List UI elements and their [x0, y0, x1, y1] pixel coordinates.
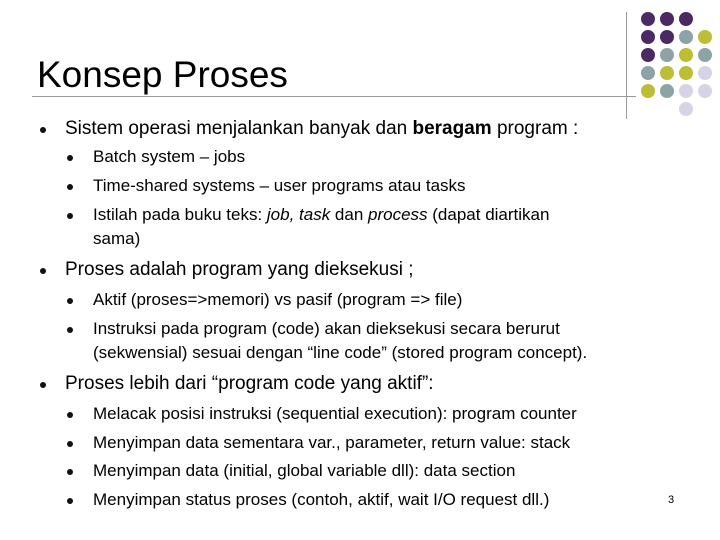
decor-dot: [679, 30, 693, 44]
decor-dot: [679, 66, 693, 80]
sub-bullet-2-2: Instruksi pada program (code) akan dieksekusi secara berurut: [93, 319, 560, 338]
sub-bullet-3-3: Menyimpan data (initial, global variable dll): data section: [93, 461, 516, 480]
sub-bullet-3-4: Menyimpan status proses (contoh, aktif, wait I/O request dll.): [93, 490, 550, 509]
decor-dot: [641, 66, 655, 80]
decor-dot: [679, 84, 693, 98]
sub-bullet-dot: [67, 412, 73, 418]
decor-dot: [641, 12, 655, 26]
decor-dot: [660, 30, 674, 44]
decor-dot: [641, 48, 655, 62]
decor-dot: [660, 48, 674, 62]
bullet-dot: [40, 127, 46, 133]
decor-dot: [698, 30, 712, 44]
decor-dot: [641, 84, 655, 98]
sub-bullet-2-1: Aktif (proses=>memori) vs pasif (program => file): [93, 290, 463, 309]
decor-dot: [698, 48, 712, 62]
bullet-dot: [40, 268, 46, 274]
sub-bullet-dot: [67, 155, 73, 161]
decor-dot: [660, 66, 674, 80]
sub-bullet-1-3-cont: sama): [93, 229, 141, 248]
sub-bullet-1-1: Batch system – jobs: [93, 147, 246, 166]
sub-bullet-dot: [67, 327, 73, 333]
sub-bullet-dot: [67, 184, 73, 190]
sub-bullet-dot: [67, 213, 73, 219]
emphasis: beragam: [412, 118, 492, 139]
sub-bullet-3-2: Menyimpan data sementara var., parameter, return value: stack: [93, 433, 571, 452]
sub-bullet-dot: [67, 441, 73, 447]
vertical-divider: [626, 12, 627, 119]
decor-dot: [698, 66, 712, 80]
sub-bullet-3-1: Melacak posisi instruksi (sequential execution): program counter: [93, 404, 577, 423]
bullet-3-text: Proses lebih dari “program code yang aktif”:: [65, 373, 434, 394]
sub-bullet-1-2: Time-shared systems – user programs atau tasks: [93, 176, 466, 195]
sub-bullet-1-3: Istilah pada buku teks: job, task dan process (dapat diartikan: [93, 205, 550, 224]
bullet-1-text: Sistem operasi menjalankan banyak dan beragam program :: [65, 118, 579, 139]
decor-dot: [641, 30, 655, 44]
decor-dot: [698, 84, 712, 98]
decor-dot: [679, 48, 693, 62]
bullet-2-text: Proses adalah program yang dieksekusi ;: [65, 259, 414, 280]
sub-bullet-dot: [67, 298, 73, 304]
page-number: 3: [668, 494, 675, 506]
decor-dot: [679, 12, 693, 26]
sub-bullet-dot: [67, 469, 73, 475]
sub-bullet-2-2-cont: (sekwensial) sesuai dengan “line code” (stored program concept).: [93, 343, 588, 362]
bullet-dot: [40, 382, 46, 388]
decor-dot: [660, 84, 674, 98]
decor-dot: [660, 12, 674, 26]
sub-bullet-dot: [67, 498, 73, 504]
decor-dot: [679, 102, 693, 116]
title-underline: [32, 96, 636, 97]
slide-title: Konsep Proses: [37, 54, 288, 95]
